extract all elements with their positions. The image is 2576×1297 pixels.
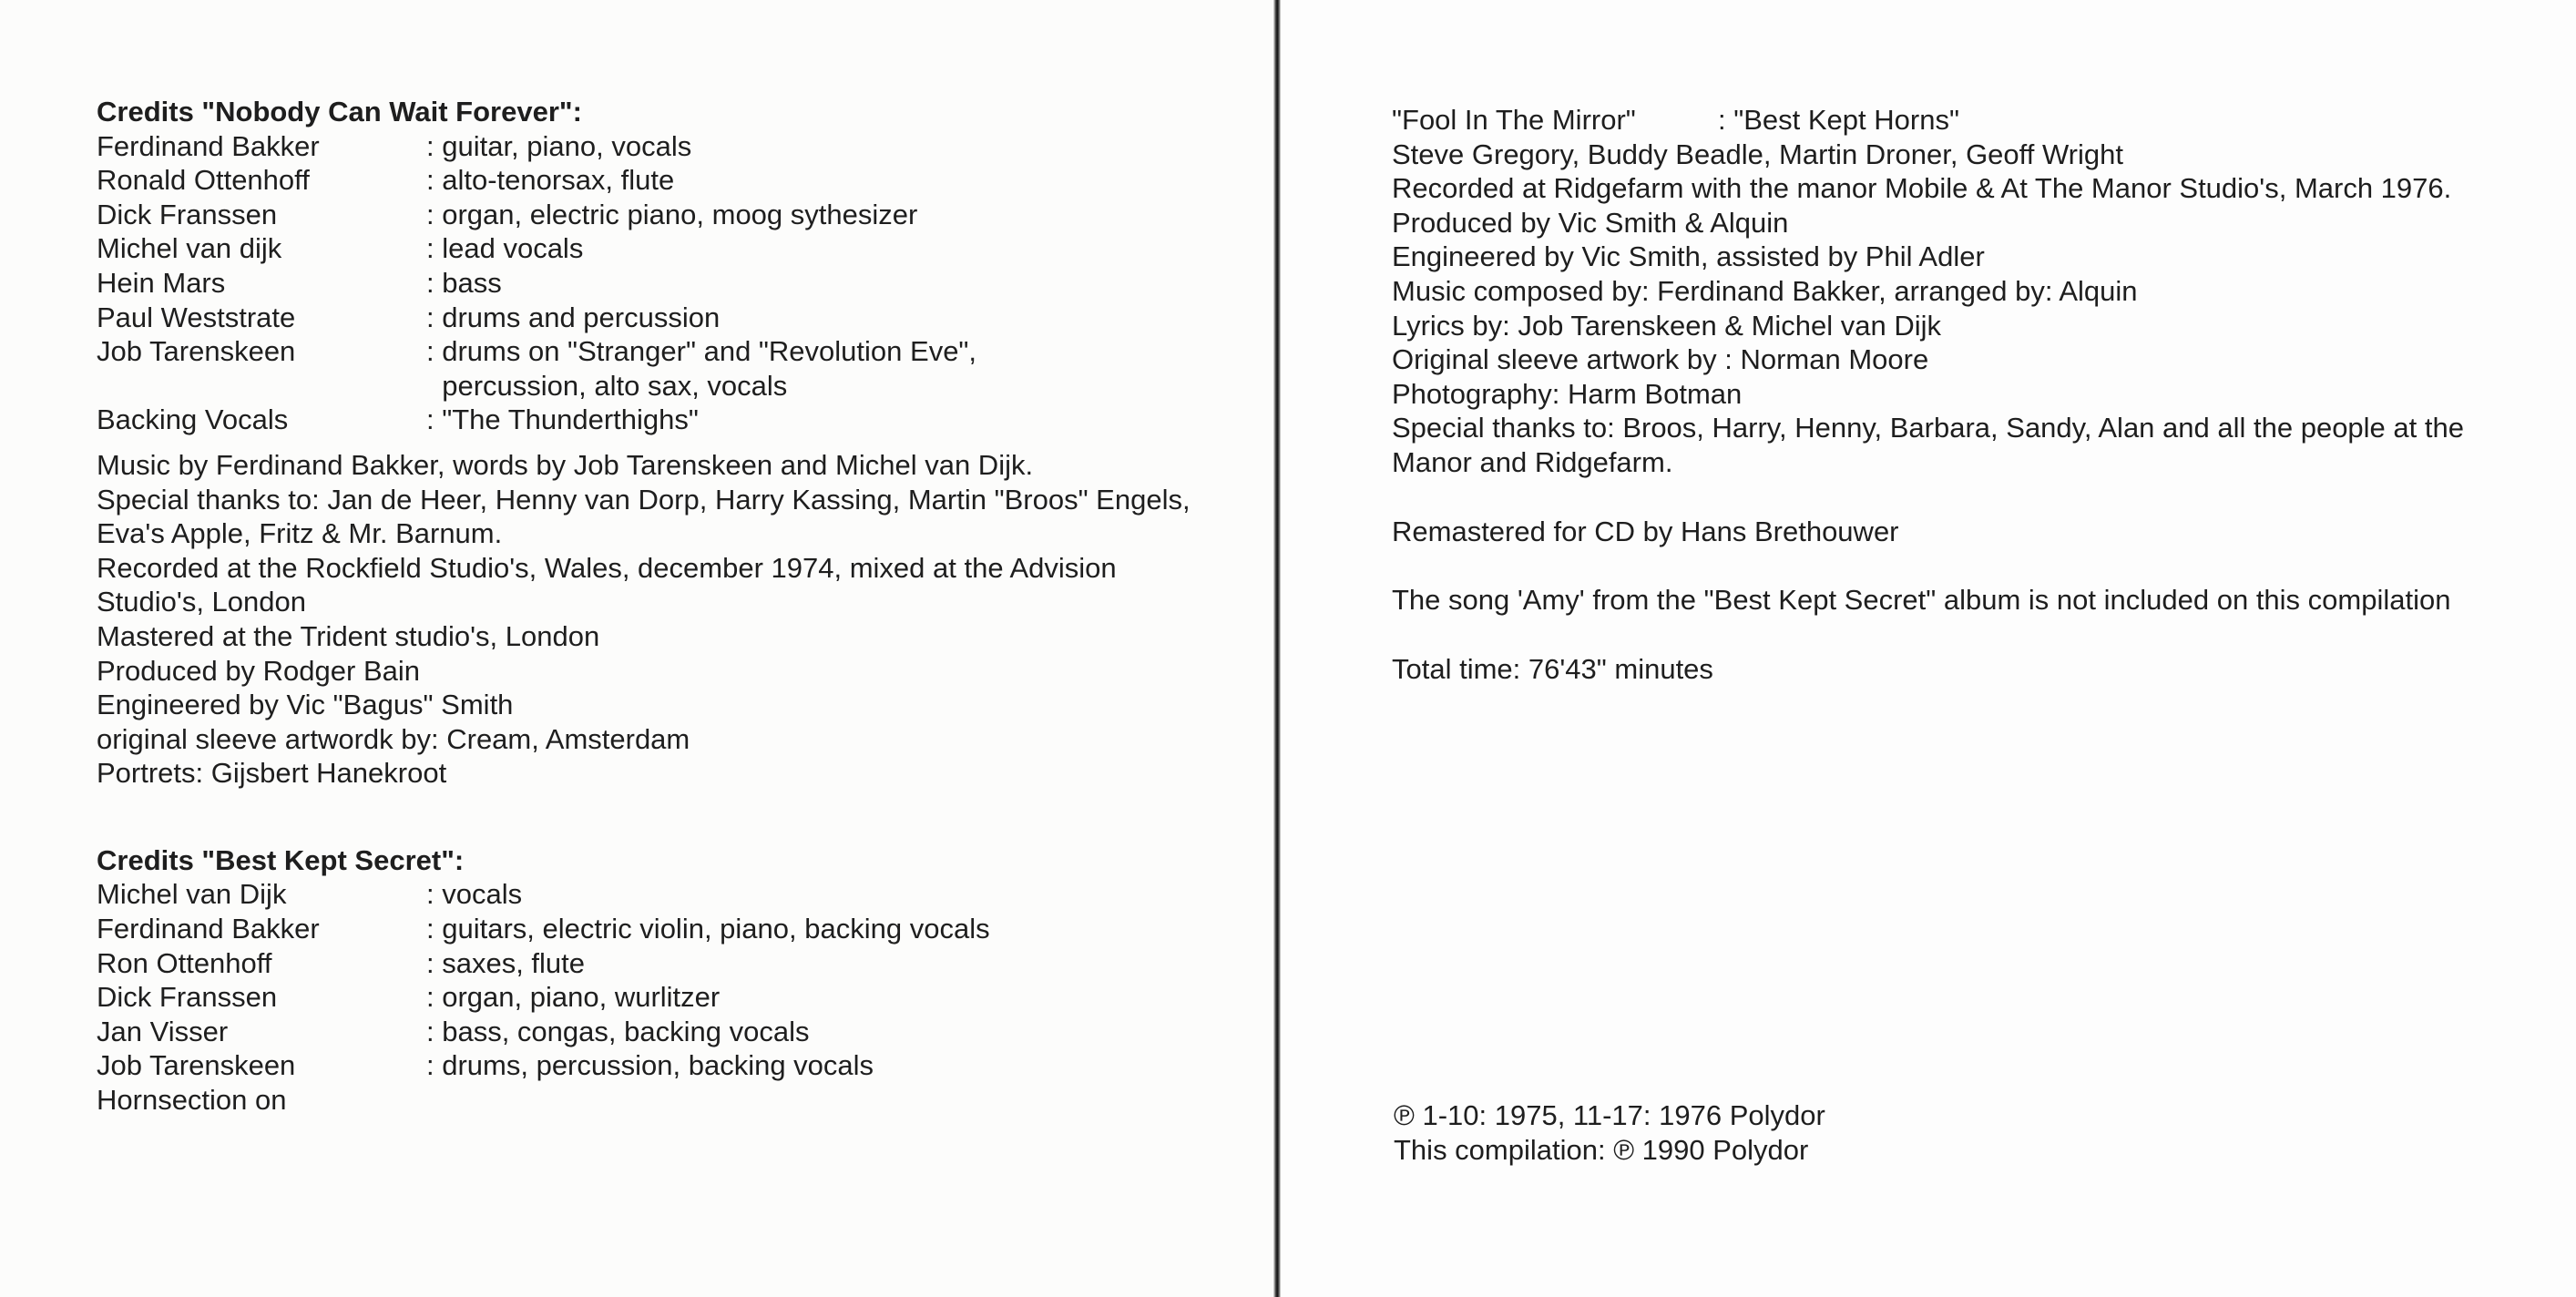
fool-label: "Fool In The Mirror": [1392, 104, 1636, 136]
total-time: Total time: 76'43" minutes: [1392, 652, 1713, 685]
credit-row: [97, 301, 1208, 335]
note-line: Portrets: Gijsbert Hanekroot: [97, 757, 447, 790]
right-credit-line: Recorded at Ridgefarm with the manor Mobile & At The Manor Studio's, March 1976.: [1392, 172, 2452, 205]
copyright-footer: [1394, 1098, 1825, 1167]
note-line: Produced by Rodger Bain: [97, 654, 421, 687]
right-credit-line: Steve Gregory, Buddy Beadle, Martin Droner, Geoff Wright: [1392, 138, 2123, 170]
nobody-notes: [97, 483, 1208, 791]
secret-credits-list: [97, 877, 1208, 1117]
credit-row: [97, 231, 1208, 266]
note-line: Recorded at the Rockfield Studio's, Wales, december 1974, mixed at the Advision Studio's, London: [97, 551, 1117, 618]
secret-credits-heading: Credits "Best Kept Secret":: [97, 843, 465, 876]
right-credit-line: Music composed by: Ferdinand Bakker, arranged by: Alquin: [1392, 274, 2138, 307]
credit-role: : drums and percussion: [426, 301, 721, 333]
credit-row: [97, 334, 1208, 403]
credit-role-line: : drums on "Stranger" and "Revolution Eve",: [426, 335, 977, 368]
credit-row: [97, 1015, 1208, 1049]
right-page: [1279, 0, 2576, 1297]
credit-row: [97, 980, 1208, 1015]
credit-name: Dick Franssen: [97, 981, 278, 1014]
credit-row: [97, 1083, 1208, 1118]
left-column: [97, 95, 1208, 1118]
booklet-spine: [1273, 0, 1281, 1297]
credit-row: [97, 946, 1208, 981]
credit-row: [97, 163, 1208, 198]
credit-name: Hein Mars: [97, 266, 226, 299]
credit-role: : "The Thunderthighs": [426, 403, 699, 436]
credit-role: : organ, piano, wurlitzer: [426, 981, 721, 1014]
credit-role: [426, 334, 1208, 403]
credit-name: Ferdinand Bakker: [97, 913, 320, 945]
nobody-credits-list: [97, 129, 1208, 437]
right-credit-line: Original sleeve artwork by : Norman Moore: [1392, 343, 1929, 376]
credit-role-line: percussion, alto sax, vocals: [426, 369, 788, 402]
credit-role: : organ, electric piano, moog sythesizer: [426, 198, 918, 230]
fool-value: : "Best Kept Horns": [1718, 104, 1959, 136]
credit-row: [97, 198, 1208, 232]
credit-row: [97, 912, 1208, 946]
copyright-line: This compilation: ℗ 1990 Polydor: [1394, 1133, 1809, 1166]
credit-row: [97, 403, 1208, 437]
credit-name: Ron Ottenhoff: [97, 946, 272, 979]
credit-name: Job Tarenskeen: [97, 335, 296, 368]
credit-name: Michel van dijk: [97, 232, 282, 265]
credit-row: [97, 877, 1208, 912]
amy-note: The song 'Amy' from the "Best Kept Secret" album is not included on this compilation: [1392, 584, 2451, 617]
left-page: [0, 0, 1279, 1297]
right-credit-line: Engineered by Vic Smith, assisted by Phil Adler: [1392, 240, 1985, 273]
credit-name: Hornsection on: [97, 1084, 287, 1117]
credit-name: Ferdinand Bakker: [97, 129, 320, 162]
credit-role: : bass: [426, 266, 502, 299]
music-credit: Music by Ferdinand Bakker, words by Job Tarenskeen and Michel van Dijk.: [97, 448, 1034, 481]
right-column: [1392, 103, 2485, 686]
note-line: Mastered at the Trident studio's, London: [97, 619, 600, 652]
copyright-line: ℗ 1-10: 1975, 11-17: 1976 Polydor: [1394, 1099, 1825, 1131]
note-line: Special thanks to: Jan de Heer, Henny van Dorp, Harry Kassing, Martin "Broos" Engels, Eva's Apple, Fritz & Mr. Barnum.: [97, 483, 1191, 550]
right-credit-line: Special thanks to: Broos, Harry, Henny, Barbara, Sandy, Alan and all the people at the Manor and Ridgefarm.: [1392, 412, 2464, 478]
note-line: original sleeve artwordk by: Cream, Amsterdam: [97, 722, 690, 755]
credit-role: : vocals: [426, 878, 523, 911]
remastered-note: Remastered for CD by Hans Brethouwer: [1392, 515, 1899, 547]
credit-row: [97, 1048, 1208, 1083]
fool-in-the-mirror-line: [1392, 103, 2485, 138]
credit-role: [426, 1083, 1208, 1118]
credit-role: : bass, congas, backing vocals: [426, 1015, 810, 1047]
credit-name: Ronald Ottenhoff: [97, 164, 310, 197]
credit-name: Backing Vocals: [97, 403, 289, 436]
note-line: Engineered by Vic "Bagus" Smith: [97, 689, 514, 721]
credit-role: : lead vocals: [426, 232, 584, 265]
credit-name: Michel van Dijk: [97, 878, 287, 911]
nobody-credits-heading: Credits "Nobody Can Wait Forever":: [97, 96, 582, 128]
credit-role: : drums, percussion, backing vocals: [426, 1049, 874, 1082]
credit-name: Jan Visser: [97, 1015, 229, 1047]
credit-role: : guitars, electric violin, piano, backing vocals: [426, 913, 990, 945]
right-credit-line: Produced by Vic Smith & Alquin: [1392, 206, 1789, 239]
credit-role: : alto-tenorsax, flute: [426, 164, 675, 197]
right-credit-line: Photography: Harm Botman: [1392, 377, 1743, 410]
credit-row: [97, 266, 1208, 301]
credit-name: Paul Weststrate: [97, 301, 296, 333]
right-credit-line: Lyrics by: Job Tarenskeen & Michel van Dijk: [1392, 309, 1942, 342]
credit-row: [97, 129, 1208, 164]
credit-name: Job Tarenskeen: [97, 1049, 296, 1082]
credit-role: : guitar, piano, vocals: [426, 129, 692, 162]
credit-role: : saxes, flute: [426, 946, 586, 979]
credit-name: Dick Franssen: [97, 198, 278, 230]
